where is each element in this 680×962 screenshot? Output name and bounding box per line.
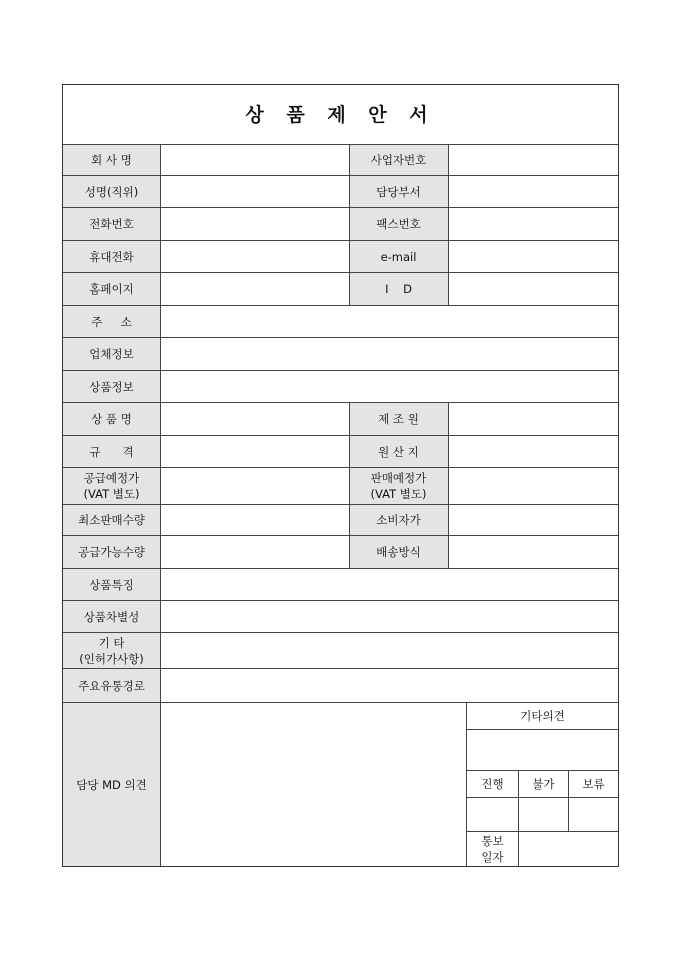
grid-line xyxy=(63,144,618,145)
label-email: e-mail xyxy=(349,241,448,272)
grid-line xyxy=(448,402,449,569)
field-origin[interactable] xyxy=(448,436,618,467)
field-spec[interactable] xyxy=(160,436,349,467)
label-other-opinion: 기타의견 xyxy=(520,709,565,723)
label-delivery: 배송방식 xyxy=(349,536,448,568)
label-homepage: 홈페이지 xyxy=(63,273,160,305)
grid-line xyxy=(63,272,618,273)
label-min-sales-qty: 최소판매수량 xyxy=(63,505,160,535)
grid-line xyxy=(63,504,618,505)
field-other-opinion[interactable] xyxy=(467,730,618,770)
grid-line xyxy=(63,207,618,208)
checkbox-progress[interactable] xyxy=(467,798,518,831)
field-delivery[interactable] xyxy=(448,536,618,568)
label-differentiation: 상품차별성 xyxy=(63,601,160,632)
grid-line xyxy=(63,305,618,306)
field-phone[interactable] xyxy=(160,208,349,240)
field-department[interactable] xyxy=(448,176,618,207)
grid-line xyxy=(63,568,618,569)
label-supply-qty: 공급가능수량 xyxy=(63,536,160,568)
label-rejected: 불가 xyxy=(532,777,555,791)
form-title: 상 품 제 안 서 xyxy=(245,103,436,126)
label-address: 주 소 xyxy=(63,306,160,337)
product-proposal-form xyxy=(62,84,619,867)
field-consumer-price[interactable] xyxy=(448,505,618,535)
label-phone: 전화번호 xyxy=(63,208,160,240)
label-features: 상품특징 xyxy=(63,569,160,600)
grid-line xyxy=(63,600,618,601)
grid-line xyxy=(466,797,618,798)
grid-line xyxy=(518,770,519,866)
field-company-name[interactable] xyxy=(160,144,349,175)
grid-line xyxy=(63,175,618,176)
field-sale-price[interactable] xyxy=(448,468,618,504)
grid-line xyxy=(466,770,618,771)
field-id[interactable] xyxy=(448,273,618,305)
field-name-position[interactable] xyxy=(160,176,349,207)
label-others: 기 타 (인허가사항) xyxy=(63,633,160,668)
label-supply-price: 공급예정가 (VAT 별도) xyxy=(63,468,160,504)
field-features[interactable] xyxy=(160,569,618,600)
field-supply-price[interactable] xyxy=(160,468,349,504)
label-fax: 팩스번호 xyxy=(349,208,448,240)
grid-line xyxy=(349,402,350,569)
field-company-info[interactable] xyxy=(160,338,618,370)
grid-line xyxy=(349,144,350,306)
field-differentiation[interactable] xyxy=(160,601,618,632)
field-product-info[interactable] xyxy=(160,371,618,402)
label-md-opinion: 담당 MD 의견 xyxy=(63,703,160,866)
label-product-name: 상 품 명 xyxy=(63,403,160,435)
label-progress: 진행 xyxy=(481,777,504,791)
label-consumer-price: 소비자가 xyxy=(349,505,448,535)
grid-line xyxy=(63,435,618,436)
field-manufacturer[interactable] xyxy=(448,403,618,435)
grid-line xyxy=(63,402,618,403)
field-mobile[interactable] xyxy=(160,241,349,272)
grid-line xyxy=(63,535,618,536)
label-manufacturer: 제 조 원 xyxy=(349,403,448,435)
label-id: I D xyxy=(349,273,448,305)
field-business-number[interactable] xyxy=(448,144,618,175)
label-company-info: 업체정보 xyxy=(63,338,160,370)
label-department: 담당부서 xyxy=(349,176,448,207)
field-min-sales-qty[interactable] xyxy=(160,505,349,535)
grid-line xyxy=(466,729,618,730)
label-channels: 주요유통경로 xyxy=(63,669,160,702)
grid-line xyxy=(160,144,161,866)
grid-line xyxy=(63,240,618,241)
field-notify-date[interactable] xyxy=(519,832,618,866)
field-email[interactable] xyxy=(448,241,618,272)
grid-line xyxy=(63,370,618,371)
field-others[interactable] xyxy=(160,633,618,668)
checkbox-rejected[interactable] xyxy=(519,798,568,831)
label-product-info: 상품정보 xyxy=(63,371,160,402)
label-sale-price: 판매예정가 (VAT 별도) xyxy=(349,468,448,504)
label-origin: 원 산 지 xyxy=(349,436,448,467)
field-homepage[interactable] xyxy=(160,273,349,305)
grid-line xyxy=(466,702,467,866)
grid-line xyxy=(63,337,618,338)
field-fax[interactable] xyxy=(448,208,618,240)
grid-line xyxy=(448,144,449,306)
label-company-name: 회 사 명 xyxy=(63,144,160,175)
label-spec: 규 격 xyxy=(63,436,160,467)
grid-line xyxy=(63,668,618,669)
label-mobile: 휴대전화 xyxy=(63,241,160,272)
field-supply-qty[interactable] xyxy=(160,536,349,568)
grid-line xyxy=(466,831,618,832)
grid-line xyxy=(63,632,618,633)
label-business-number: 사업자번호 xyxy=(349,144,448,175)
field-md-opinion[interactable] xyxy=(160,703,466,866)
grid-line xyxy=(63,702,618,703)
field-channels[interactable] xyxy=(160,669,618,702)
field-address[interactable] xyxy=(160,306,618,337)
label-notify-date: 통보 일자 xyxy=(481,834,504,864)
label-hold: 보류 xyxy=(582,777,605,791)
grid-line xyxy=(568,770,569,832)
label-name-position: 성명(직위) xyxy=(63,176,160,207)
field-product-name[interactable] xyxy=(160,403,349,435)
grid-line xyxy=(63,467,618,468)
checkbox-hold[interactable] xyxy=(569,798,618,831)
